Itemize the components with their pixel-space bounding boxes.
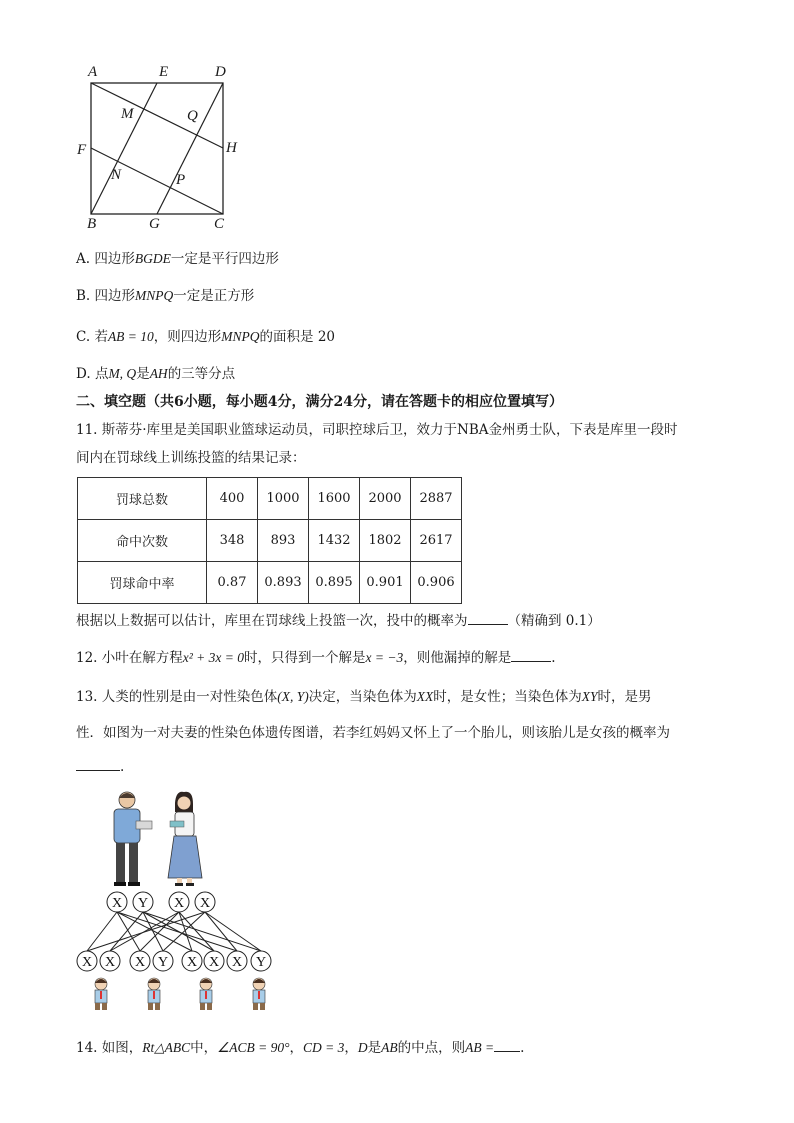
parent-chromosome: X — [111, 896, 123, 911]
label-D: D — [215, 64, 226, 80]
label-C: C — [214, 216, 225, 232]
label-Q: Q — [187, 108, 198, 124]
pedigree-lines — [87, 912, 261, 951]
table-cell: 1600 — [309, 478, 360, 520]
answer-blank[interactable] — [76, 756, 120, 771]
label-A: A — [88, 64, 98, 80]
label-E: E — [159, 64, 169, 80]
child-chromosome: X — [134, 955, 146, 970]
label-N: N — [111, 167, 122, 183]
child-chromosome: X — [231, 955, 243, 970]
table-cell: 2000 — [360, 478, 411, 520]
option-d: D. 点M, Q是AH的三等分点 — [76, 366, 236, 382]
q11-table — [77, 477, 462, 604]
q14: 14. 如图，Rt△ABC中，∠ACB = 90°，CD = 3，D是AB的中点，则AB = . — [76, 1037, 524, 1058]
q13-line3: . — [76, 756, 124, 777]
q11-line1: 11. 斯蒂芬·库里是美国职业篮球运动员，司职控球后卫，效力于NBA金州勇士队，下表是库里一段时 — [76, 422, 678, 438]
q12: 12. 小叶在解方程x² + 3x = 0时，只得到一个解是x = −3，则他漏掉的解是 . — [76, 647, 556, 668]
table-cell: 0.901 — [360, 562, 411, 604]
table-cell: 0.895 — [309, 562, 360, 604]
option-c: C. 若AB = 10，则四边形MNPQ的面积是 20 — [76, 329, 336, 345]
label-M: M — [121, 106, 134, 122]
section2-heading: 二、填空题（共6小题，每小题4分，满分24分，请在答题卡的相应位置填写） — [76, 394, 563, 410]
table-cell: 348 — [207, 520, 258, 562]
table-cell: 2887 — [411, 478, 462, 520]
option-b: B. 四边形MNPQ一定是正方形 — [76, 288, 255, 304]
q11-answer-line: 根据以上数据可以估计，库里在罚球线上投篮一次，投中的概率为 （精确到 0.1） — [76, 610, 601, 631]
mother-figure — [168, 792, 202, 886]
table-cell: 罚球总数 — [78, 478, 207, 520]
table-row — [78, 520, 462, 562]
pedigree-illustration — [72, 786, 282, 1026]
child-chromosome: Y — [255, 955, 267, 970]
child-chromosome: X — [208, 955, 220, 970]
table-cell: 0.906 — [411, 562, 462, 604]
parent-chromosome: X — [199, 896, 211, 911]
parent-chromosome: X — [173, 896, 185, 911]
table-cell: 2617 — [411, 520, 462, 562]
table-cell: 1802 — [360, 520, 411, 562]
table-cell: 400 — [207, 478, 258, 520]
answer-blank[interactable] — [468, 610, 508, 625]
label-H: H — [226, 140, 237, 156]
parent-chromosome: Y — [137, 896, 149, 911]
father-figure — [114, 792, 152, 886]
table-cell: 893 — [258, 520, 309, 562]
table-cell: 罚球命中率 — [78, 562, 207, 604]
option-a: A. 四边形BGDE一定是平行四边形 — [76, 251, 279, 267]
table-cell: 1432 — [309, 520, 360, 562]
table-row — [78, 562, 462, 604]
answer-blank[interactable] — [511, 647, 551, 662]
square-figure — [70, 60, 250, 235]
q11-line2: 间内在罚球线上训练投篮的结果记录： — [76, 450, 306, 466]
table-row — [78, 478, 462, 520]
child-chromosome: X — [186, 955, 198, 970]
table-cell: 0.87 — [207, 562, 258, 604]
child-chromosome: X — [104, 955, 116, 970]
child-figures — [95, 978, 265, 1010]
q13-line1: 13. 人类的性别是由一对性染色体(X, Y)决定，当染色体为XX时，是女性；当染色体为XY时，是男 — [76, 689, 652, 705]
label-P: P — [176, 172, 186, 188]
answer-blank[interactable] — [494, 1037, 520, 1052]
table-cell: 1000 — [258, 478, 309, 520]
label-G: G — [149, 216, 160, 232]
child-chromosome: Y — [157, 955, 169, 970]
q13-line2: 性．如图为一对夫妻的性染色体遗传图谱，若李红妈妈又怀上了一个胎儿，则该胎儿是女孩的概率为 — [76, 725, 670, 741]
table-cell: 命中次数 — [78, 520, 207, 562]
table-cell: 0.893 — [258, 562, 309, 604]
label-F: F — [77, 142, 87, 158]
label-B: B — [87, 216, 97, 232]
child-chromosome: X — [81, 955, 93, 970]
